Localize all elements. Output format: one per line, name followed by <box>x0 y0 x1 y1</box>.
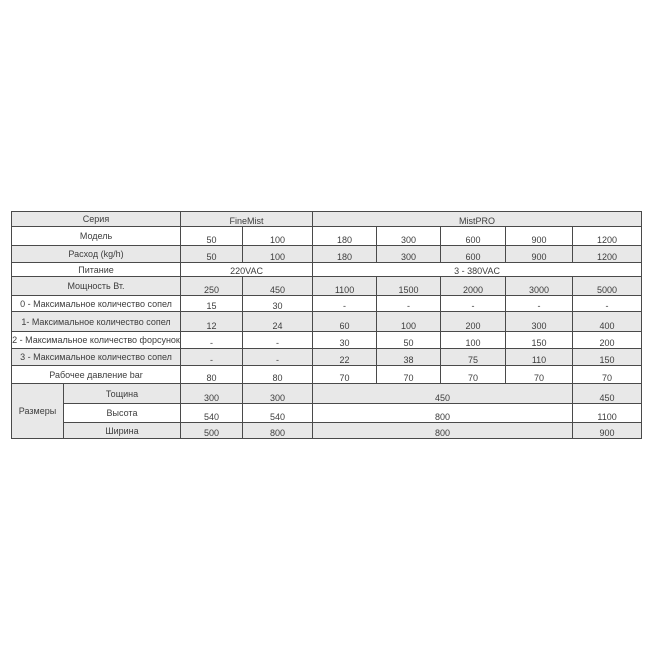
value-cell: 110 <box>506 349 573 366</box>
value-cell: 1500 <box>377 277 441 296</box>
row-dim-thickness <box>12 384 642 404</box>
row-label-flow-rate: Расход (kg/h) <box>12 246 181 263</box>
value-cell: - <box>313 296 377 312</box>
value-cell: 70 <box>573 366 642 384</box>
value-cell: - <box>377 296 441 312</box>
value-cell: 12 <box>181 312 243 332</box>
value-cell: 1200 <box>573 246 642 263</box>
row-power-watt <box>12 277 642 296</box>
value-cell: 200 <box>441 312 506 332</box>
value-cell: 30 <box>313 332 377 349</box>
value-cell: 300 <box>181 384 243 404</box>
value-cell: 600 <box>441 246 506 263</box>
value-cell: 80 <box>243 366 313 384</box>
value-cell: 70 <box>441 366 506 384</box>
value-cell: 60 <box>313 312 377 332</box>
row-flow-rate <box>12 246 642 263</box>
row-dim-height <box>12 404 642 423</box>
value-cell: 500 <box>181 423 243 439</box>
header-mistpro: MistPRO <box>313 212 642 227</box>
row-label-power-watt: Мощность Вт. <box>12 277 181 296</box>
value-cell: 22 <box>313 349 377 366</box>
value-cell: 800 <box>243 423 313 439</box>
value-cell: 70 <box>377 366 441 384</box>
value-cell: - <box>506 296 573 312</box>
value-cell: 1100 <box>313 277 377 296</box>
row-label-nozzles-0: 0 - Максимальное количество сопел <box>12 296 181 312</box>
value-cell: 450 <box>573 384 642 404</box>
value-cell: - <box>181 349 243 366</box>
value-cell: 50 <box>377 332 441 349</box>
value-cell: 100 <box>243 246 313 263</box>
row-nozzles-1 <box>12 312 642 332</box>
row-label-nozzles-1: 1- Максимальное количество сопел <box>12 312 181 332</box>
value-cell: 100 <box>243 227 313 246</box>
value-cell: 1200 <box>573 227 642 246</box>
value-cell: 180 <box>313 246 377 263</box>
row-label-height: Высота <box>64 404 181 423</box>
row-series <box>12 212 642 227</box>
row-label-nozzles-2: 2 - Максимальное количество форсунок <box>12 332 181 349</box>
value-cell: 15 <box>181 296 243 312</box>
value-cell: 300 <box>377 246 441 263</box>
value-cell: 900 <box>506 246 573 263</box>
value-cell: 900 <box>506 227 573 246</box>
row-label-thickness: Тощина <box>64 384 181 404</box>
header-finemist: FineMist <box>181 212 313 227</box>
row-working-pressure <box>12 366 642 384</box>
value-cell: 30 <box>243 296 313 312</box>
value-cell: 2000 <box>441 277 506 296</box>
value-cell: 150 <box>506 332 573 349</box>
row-dim-width <box>12 423 642 439</box>
value-cell: - <box>441 296 506 312</box>
row-label-model: Модель <box>12 227 181 246</box>
value-cell: 5000 <box>573 277 642 296</box>
spec-table <box>11 211 642 439</box>
value-cell: - <box>243 349 313 366</box>
value-cell: 300 <box>506 312 573 332</box>
value-cell: 450 <box>243 277 313 296</box>
value-cell: 38 <box>377 349 441 366</box>
value-cell: 24 <box>243 312 313 332</box>
value-cell: 50 <box>181 227 243 246</box>
value-cell: 600 <box>441 227 506 246</box>
row-label-power-supply: Питание <box>12 263 181 277</box>
value-cell: 300 <box>243 384 313 404</box>
value-cell: 540 <box>243 404 313 423</box>
row-nozzles-2 <box>12 332 642 349</box>
row-label-nozzles-3: 3 - Максимальное количество сопел <box>12 349 181 366</box>
row-label-working-pressure: Рабочее давление bar <box>12 366 181 384</box>
value-cell: 900 <box>573 423 642 439</box>
value-cell: 3000 <box>506 277 573 296</box>
value-cell: 250 <box>181 277 243 296</box>
value-cell: 400 <box>573 312 642 332</box>
value-cell: - <box>181 332 243 349</box>
value-cell: 200 <box>573 332 642 349</box>
row-nozzles-0 <box>12 296 642 312</box>
row-label-series: Серия <box>12 212 181 227</box>
value-cell: - <box>573 296 642 312</box>
value-cell: 75 <box>441 349 506 366</box>
value-cell: - <box>243 332 313 349</box>
value-cell: 220VAC <box>181 263 313 277</box>
value-cell: 150 <box>573 349 642 366</box>
row-model <box>12 227 642 246</box>
value-cell: 1100 <box>573 404 642 423</box>
value-cell: 540 <box>181 404 243 423</box>
value-cell: 3 - 380VAC <box>313 263 642 277</box>
value-cell: 70 <box>313 366 377 384</box>
value-cell: 100 <box>441 332 506 349</box>
dimensions-group-label: Размеры <box>12 384 64 439</box>
value-cell: 100 <box>377 312 441 332</box>
value-cell: 450 <box>313 384 573 404</box>
value-cell: 70 <box>506 366 573 384</box>
value-cell: 800 <box>313 423 573 439</box>
value-cell: 50 <box>181 246 243 263</box>
value-cell: 300 <box>377 227 441 246</box>
value-cell: 800 <box>313 404 573 423</box>
row-nozzles-3 <box>12 349 642 366</box>
row-label-width: Ширина <box>64 423 181 439</box>
row-power-supply <box>12 263 642 277</box>
value-cell: 180 <box>313 227 377 246</box>
value-cell: 80 <box>181 366 243 384</box>
